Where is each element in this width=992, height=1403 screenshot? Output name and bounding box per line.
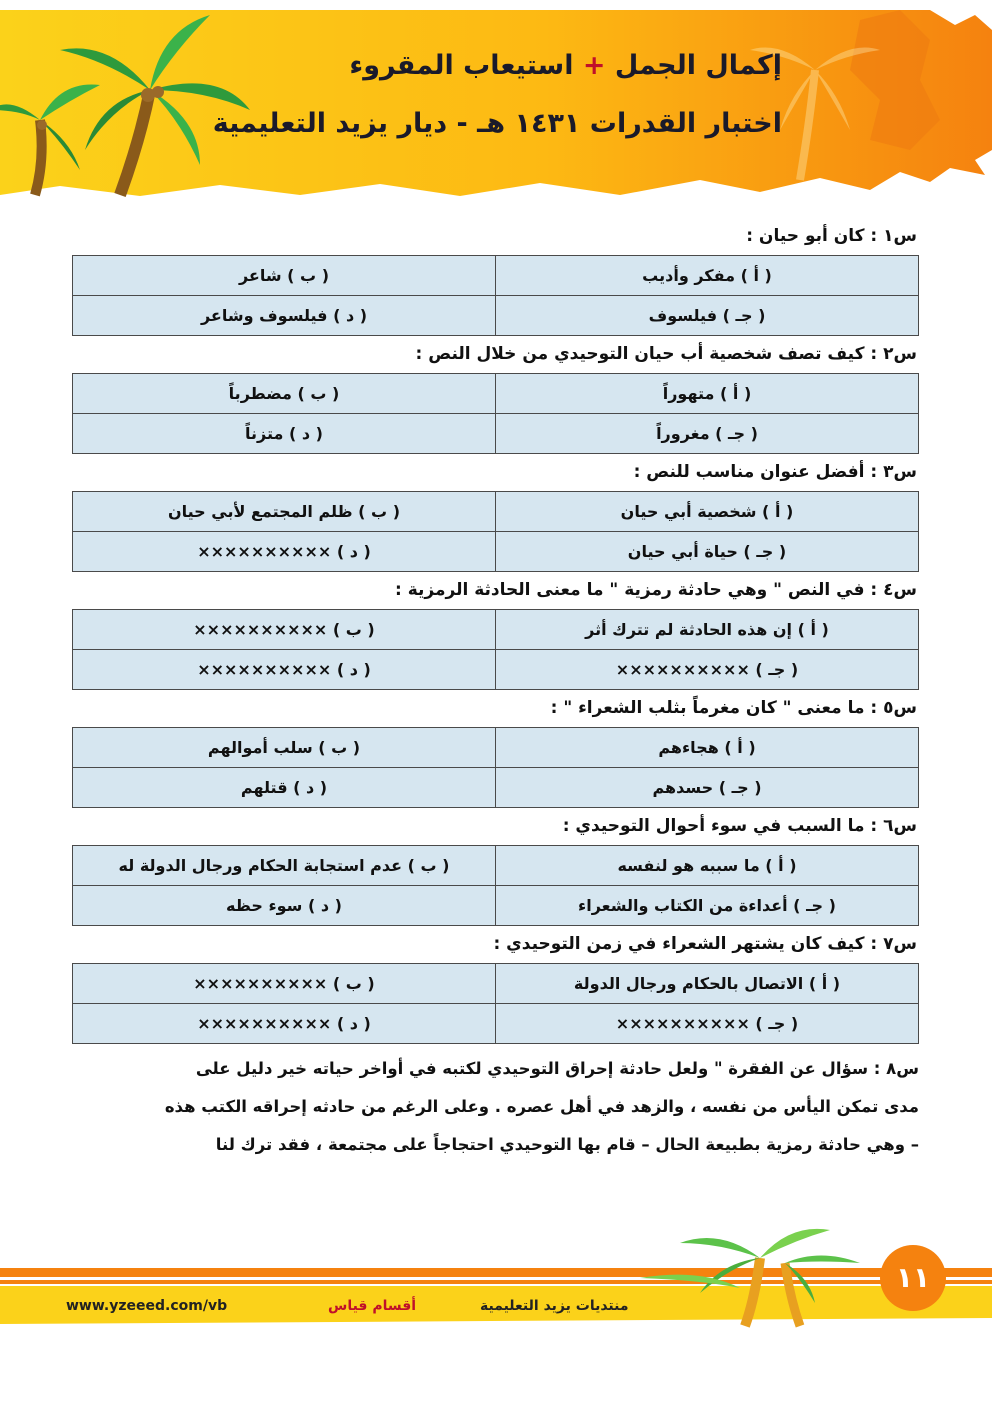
option-b[interactable]: ( ب ) ×××××××××× bbox=[73, 610, 496, 650]
option-c[interactable]: ( جـ ) حسدهم bbox=[496, 768, 919, 808]
question-2-options bbox=[72, 373, 919, 454]
option-b[interactable]: ( ب ) عدم استجابة الحكام ورجال الدولة له bbox=[73, 846, 496, 886]
forum-name: منتديات يزيد التعليمية bbox=[480, 1298, 629, 1314]
option-b[interactable]: ( ب ) ظلم المجتمع لأبي حيان bbox=[73, 492, 496, 532]
table-row bbox=[73, 414, 919, 454]
title-line1-part2: استيعاب المقروء bbox=[349, 50, 574, 81]
title-line1-part1: إكمال الجمل bbox=[614, 50, 782, 81]
option-d[interactable]: ( د ) متزناً bbox=[73, 414, 496, 454]
option-c[interactable]: ( جـ ) أعداءة من الكتاب والشعراء bbox=[496, 886, 919, 926]
table-row bbox=[73, 846, 919, 886]
table-row bbox=[73, 256, 919, 296]
question-7-options bbox=[72, 963, 919, 1044]
question-8-paragraph bbox=[72, 1050, 919, 1164]
question-6-options bbox=[72, 845, 919, 926]
questions-section bbox=[72, 218, 919, 1164]
question-1-options bbox=[72, 255, 919, 336]
option-a[interactable]: ( أ ) ما سببه هو لنفسه bbox=[496, 846, 919, 886]
option-b[interactable]: ( ب ) شاعر bbox=[73, 256, 496, 296]
paragraph-line: مدى تمكن اليأس من نفسه ، والزهد في أهل عصره . وعلى الرغم من حادثه إحراقه الكتب هذه bbox=[164, 1097, 919, 1116]
table-row bbox=[73, 728, 919, 768]
question-2-label: س٢ : كيف تصف شخصية أب حيان التوحيدي من خلال النص : bbox=[415, 344, 917, 364]
option-a[interactable]: ( أ ) شخصية أبي حيان bbox=[496, 492, 919, 532]
table-row bbox=[73, 296, 919, 336]
question-5-label: س٥ : ما معنى " كان مغرماً بثلب الشعراء " : bbox=[550, 698, 917, 718]
question-5-options bbox=[72, 727, 919, 808]
table-row bbox=[73, 492, 919, 532]
banner-background bbox=[0, 0, 992, 200]
table-row bbox=[73, 768, 919, 808]
option-d[interactable]: ( د ) ×××××××××× bbox=[73, 1004, 496, 1044]
title-line1 bbox=[349, 50, 782, 81]
page-number: ١١ bbox=[880, 1245, 946, 1311]
section-label: أقسام قياس bbox=[328, 1298, 417, 1314]
option-d[interactable]: ( د ) سوء حظه bbox=[73, 886, 496, 926]
table-row bbox=[73, 964, 919, 1004]
table-row bbox=[73, 374, 919, 414]
option-a[interactable]: ( أ ) هجاءهم bbox=[496, 728, 919, 768]
option-c[interactable]: ( جـ ) ×××××××××× bbox=[496, 1004, 919, 1044]
option-d[interactable]: ( د ) قتلهم bbox=[73, 768, 496, 808]
option-b[interactable]: ( ب ) مضطرباً bbox=[73, 374, 496, 414]
question-6-label: س٦ : ما السبب في سوء أحوال التوحيدي : bbox=[562, 816, 917, 836]
table-row bbox=[73, 532, 919, 572]
option-b[interactable]: ( ب ) ×××××××××× bbox=[73, 964, 496, 1004]
option-a[interactable]: ( أ ) متهوراً bbox=[496, 374, 919, 414]
title-plus-sign: + bbox=[582, 50, 606, 81]
table-row bbox=[73, 610, 919, 650]
table-row bbox=[73, 650, 919, 690]
paragraph-line: – وهي حادثة رمزية بطبيعة الحال – قام بها التوحيدي احتجاجاً على مجتمعة ، فقد ترك لنا bbox=[215, 1135, 919, 1154]
question-4-options bbox=[72, 609, 919, 690]
option-d[interactable]: ( د ) ×××××××××× bbox=[73, 650, 496, 690]
footer bbox=[0, 1218, 992, 1328]
website-link[interactable]: www.yzeeed.com/vb bbox=[66, 1298, 228, 1314]
option-a[interactable]: ( أ ) إن هذه الحادثة لم تترك أثر bbox=[496, 610, 919, 650]
option-c[interactable]: ( جـ ) حياة أبي حيان bbox=[496, 532, 919, 572]
option-c[interactable]: ( جـ ) ×××××××××× bbox=[496, 650, 919, 690]
table-row bbox=[73, 886, 919, 926]
table-row bbox=[73, 1004, 919, 1044]
option-d[interactable]: ( د ) فيلسوف وشاعر bbox=[73, 296, 496, 336]
question-1-label: س١ : كان أبو حيان : bbox=[746, 226, 917, 246]
header-banner bbox=[0, 0, 992, 200]
option-c[interactable]: ( جـ ) مغروراً bbox=[496, 414, 919, 454]
option-a[interactable]: ( أ ) الاتصال بالحكام ورجال الدولة bbox=[496, 964, 919, 1004]
option-d[interactable]: ( د ) ×××××××××× bbox=[73, 532, 496, 572]
question-3-label: س٣ : أفضل عنوان مناسب للنص : bbox=[633, 462, 917, 482]
option-c[interactable]: ( جـ ) فيلسوف bbox=[496, 296, 919, 336]
paragraph-line: س٨ : سؤال عن الفقرة " ولعل حادثة إحراق التوحيدي لكتبه في أواخر حياته خير دليل على bbox=[195, 1059, 919, 1078]
question-7-label: س٧ : كيف كان يشتهر الشعراء في زمن التوحيدي : bbox=[493, 934, 917, 954]
option-a[interactable]: ( أ ) مفكر وأديب bbox=[496, 256, 919, 296]
question-3-options bbox=[72, 491, 919, 572]
option-b[interactable]: ( ب ) سلب أموالهم bbox=[73, 728, 496, 768]
question-4-label: س٤ : في النص " وهي حادثة رمزية " ما معنى الحادثة الرمزية : bbox=[395, 580, 917, 600]
title-line2: اختبار القدرات ١٤٣١ هـ - ديار يزيد التعليمية bbox=[212, 108, 782, 139]
